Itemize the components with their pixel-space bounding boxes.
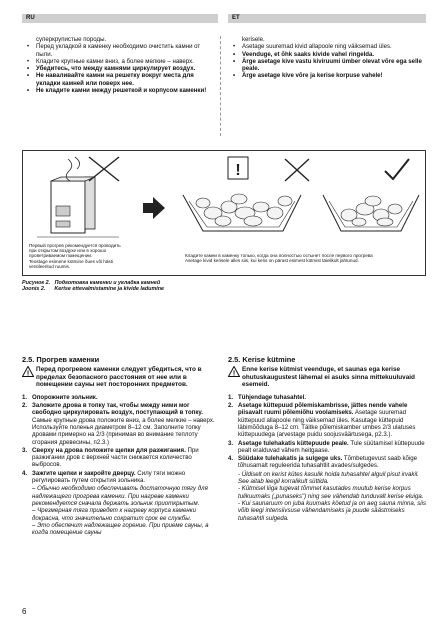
section-ru-warning: ! Перед прогревом каменки следует убедиться, что в пределах безопасного расстояния от нее или в помещении сауны нет посторонних предметов. [22,366,218,389]
list-item [232,58,422,73]
list-item-text: Перед укладкой в каменку необходимо очистить камни от пыли. [36,43,201,58]
step-heading: Зажгите щепки и закройте дверцу. [32,469,136,477]
numbered-step [228,394,426,401]
numbered-step [228,455,426,470]
list-item-text: Ärge asetage kive vastu kiviruumi ümber olevat võre ega selle peale. [242,57,422,73]
top-right-list [232,36,422,80]
step-number: 1. [228,393,234,401]
figure-caption [22,280,282,292]
column-divider [220,36,221,136]
step-note: – Обычно необходимо обеспечивать достаточную тягу для надлежащего прогрева каменки. При нагреве каменки рекомендуется сначала держать зольник приоткрытым. [32,485,208,507]
step-note: – Чрезмерная тяга приведет к нагреву корпуса каменки докрасна, что значительно сократит срок ее службы. [32,507,196,522]
top-left-list [26,36,212,94]
numbered-step [228,402,426,438]
step-heading: Tühjendage tuhasahtel. [238,393,307,401]
step-number: 3. [22,446,28,454]
list-item [26,65,212,72]
bullet-icon: • [27,87,30,95]
list-item-text: Не наваливайте камни на решетку вокруг места для укладки камней или поверх нее. [36,72,194,87]
warning-icon [228,366,240,377]
list-item [26,36,212,43]
bullet-icon: • [233,57,236,65]
step-number: 2. [228,402,234,410]
step-note: – Это обеспечит надлежащее горение. При приеме сауны, а когда помещение сауны [32,521,209,537]
list-item [26,43,212,58]
figure-left-note: Первый прогрев рекомендуется проводить при открытом воздухе или в хорошо проветриваемом помещении. Teostage esimene kütmine õues või hästi ventileeritud ruumis. [29,243,121,269]
list-item [232,51,422,58]
list-item-text: суперкрупистые породы. [36,36,107,43]
section-et [228,355,426,522]
caption-et-number: Joonis 2. [22,286,46,292]
bullet-icon: • [27,57,30,65]
section-ru [22,355,218,536]
list-item [26,87,212,94]
arrow-right-icon [143,197,165,219]
section-et-warning: ! Enne kerise kütmist veenduge, et saunas ega kerise ohutuskaugustest lähemal ei asuks sinna mittekuuluvaid esemeid. [228,366,426,389]
list-item [26,58,212,65]
step-heading: Заложите дрова в топку так, чтобы между ними мог свободно циркулировать воздух, поступающий в топку. [32,402,203,417]
list-item [232,72,422,79]
list-item-text: Убедитесь, что между камнями циркулирует воздух. [36,65,196,73]
step-number: 1. [22,393,28,401]
section-et-title: 2.5. Kerise kütmine [228,355,296,364]
heater-outdoor-drawing [37,157,119,237]
numbered-step [228,440,426,455]
step-heading: Сверху на дрова положите щепки для разжигания. [32,446,186,454]
list-item-text: kerisele. [242,36,265,43]
step-number: 2. [22,402,28,410]
step-number: 4. [228,455,234,463]
list-item-text: Asetage suuremad kivid allapoole ning väiksemad üles. [242,43,392,51]
step-heading: Süüdake tulehakatis ja sulgege uks. [238,455,343,463]
warning-icon [22,366,34,377]
svg-text:!: ! [235,162,241,179]
step-text: Самые крупные дрова положите вниз, а более мелкие – наверх. Используйте поленья диаметром 8–12 см. Заполните топку дровами примерно на 2/3 (принимая во внимание теплоту сгорания древесины, п2.3.) [32,416,215,446]
step-note: - Üldiselt on kerist kütes kasulik hoida tuhasahtel alguil pisut irvakil. See aitab leegil korralikult süttida. [238,470,419,486]
step-text: Силу тяги можно регулировать путем открытия зольника. [32,469,186,485]
svg-text:!: ! [232,370,236,377]
bullet-icon: • [27,43,30,51]
language-tab-ru: RU [22,14,218,23]
figure-2-frame [22,150,426,276]
list-item-text: Ärge asetage kive võre ja kerise korpuse vahele! [242,72,383,80]
step-heading: Asetage küttepuud põlemiskambrisse, jättes nende vahele piisavalt ruumi põlemiõhu voolamiseks. [238,402,408,417]
bullet-icon: • [233,50,236,58]
stones-wrong-drawing [183,157,309,231]
step-number: 3. [228,439,234,447]
numbered-step [22,402,218,446]
step-heading: Asetage tulehakatis küttepuude peale. [238,439,349,447]
step-text: Tõmbetugevust saab kõige tõhusamalt reguleerida tuhasahtlit avades/sulgedes. [238,455,418,470]
language-tab-et: ET [228,14,426,23]
page-number: 6 [22,607,27,616]
section-ru-title: 2.5. Прогрев каменки [22,355,100,364]
step-text: Tule süütamisel küttepuude pealt eralduvad vähem heitgaase. [238,439,425,454]
bullet-icon: • [233,72,236,80]
numbered-step [22,470,218,485]
stones-correct-drawing [323,159,419,231]
figure-right-note: Кладите камни в каменку только, когда она полностью остынет после первого прогрева Asetage kivid kerisele alles siis, kui keris on pärast esimest kütmist täielikult jahtunud. [185,253,373,264]
bullet-icon: • [27,65,30,73]
step-text: Asetage suuremad küttepuud allapoole ning väiksemad üles. Kasutage küttepuid läbimõõduga 8–12 cm. Täitke põlemiskamber umbes 2/3 ulatuses küttepuudega (arvestage puidu soojusväärtusega, p2.3.). [238,409,416,439]
svg-text:!: ! [26,370,30,377]
list-item-text: Veenduge, et õhk saaks kivide vahel ringelda. [242,50,375,58]
list-item-text: Не кладите камни между решеткой и корпусом каменки! [36,87,207,95]
step-note: - Kui saunaruum on juba kuumaks köetud ja on aeg sauna minna, siis võib leegi intensiivsuse vähendamiseks ja puude säästmiseks tuhasahtli sulgeda. [238,499,427,522]
caption-ru-number: Рисунок 2. [22,280,51,286]
caption-et-text: Kerise ettevalmistamine ja kivide ladumine [54,286,165,292]
list-item [232,36,422,43]
step-text: При разжигании дров с верхней части снижается количество выбросов. [32,446,199,469]
list-item-text: Кладите крупные камни вниз, а более мелкие – наверх. [36,57,194,65]
step-heading: Опорожните зольник. [32,393,98,401]
numbered-step [22,394,218,401]
step-note: - Kütmisel liiga tugevat tõmmet kasutades muutub kerise korpus tulikuumaks („punaseks") ning see vähendab tunduvalt kerise eluiga. [238,485,424,500]
list-item [232,43,422,50]
caption-ru-text: Подготовка каменки и укладка камней [54,280,161,286]
list-item [26,72,212,87]
bullet-icon: • [233,43,236,51]
bullet-icon: • [27,72,30,80]
numbered-step [22,447,218,469]
step-number: 4. [22,469,28,477]
